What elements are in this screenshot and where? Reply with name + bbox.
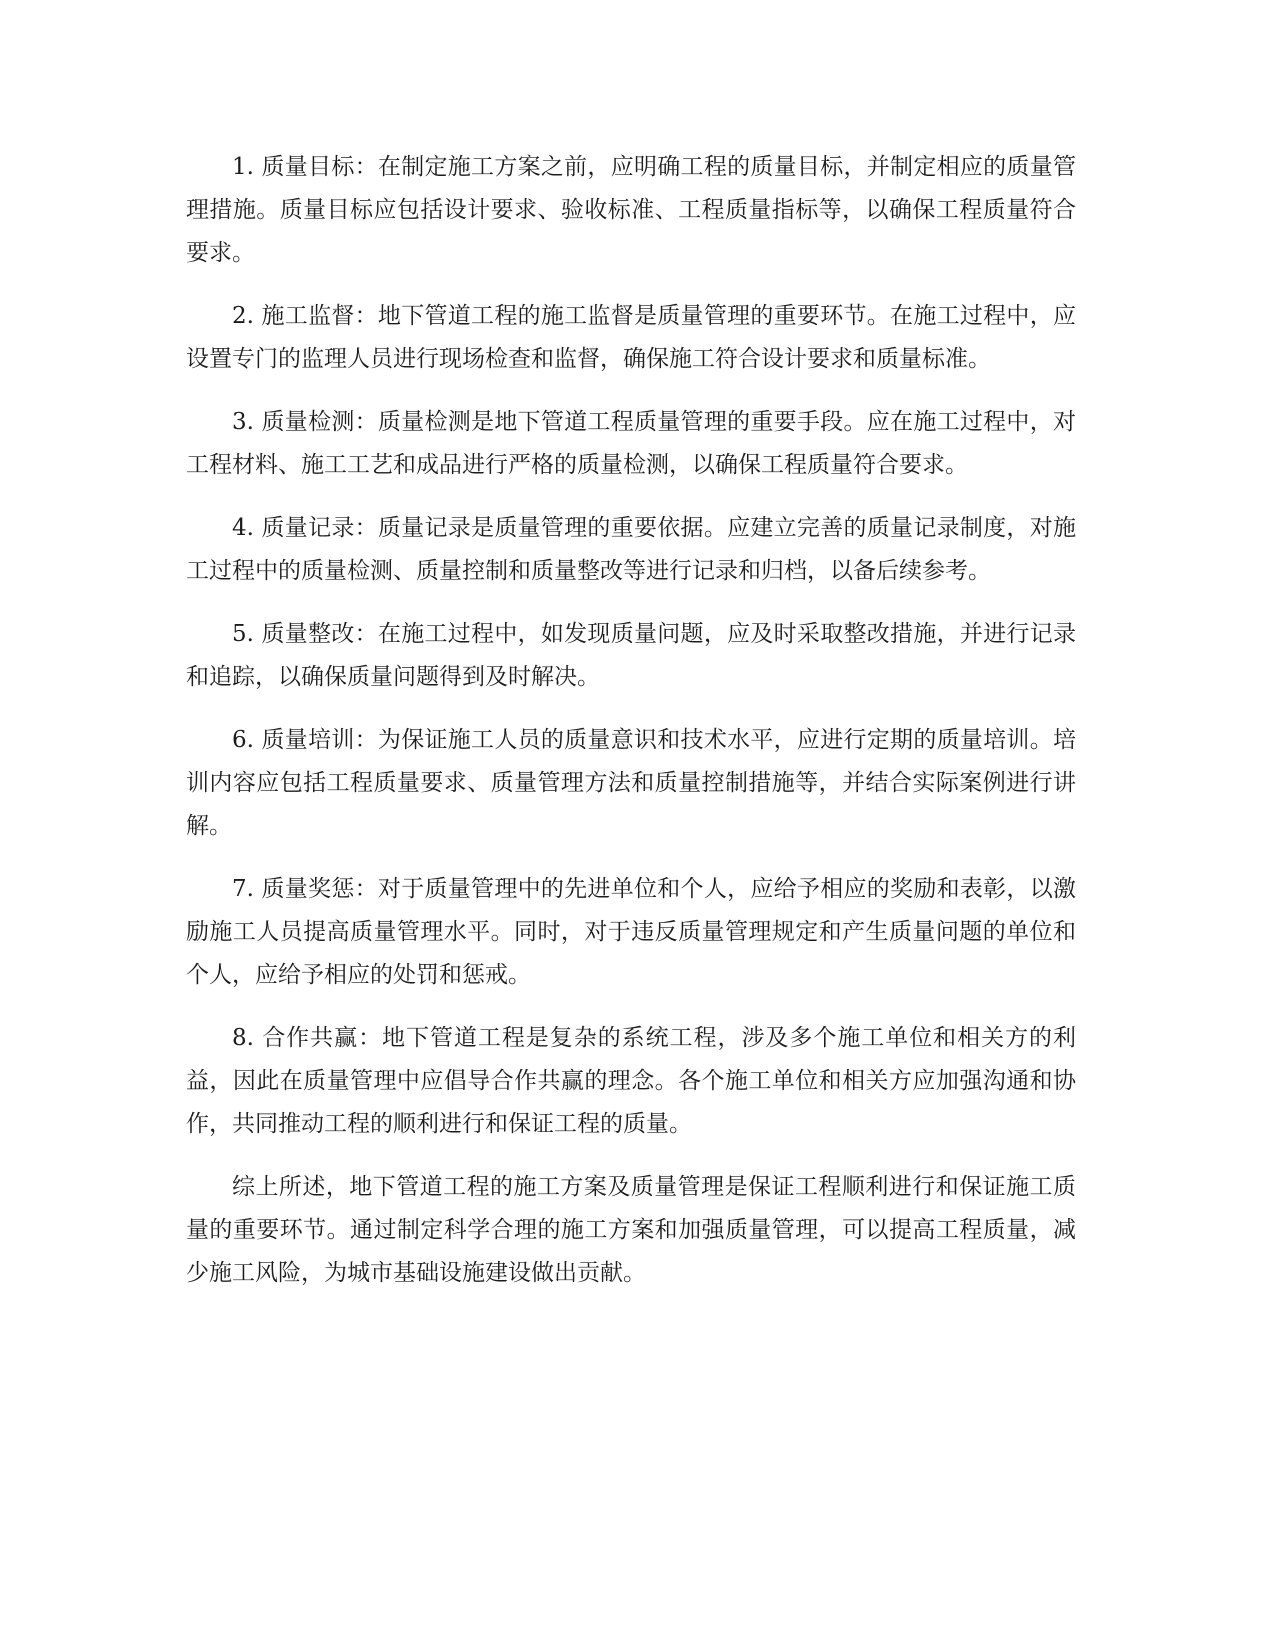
paragraph-conclusion: 综上所述，地下管道工程的施工方案及质量管理是保证工程顺利进行和保证施工质量的重要环节。通过制定科学合理的施工方案和加强质量管理，可以提高工程质量，减少施工风险，为城市基础设施建设做出贡献。 xyxy=(186,1174,1076,1286)
paragraph-quality-inspection: 3. 质量检测：质量检测是地下管道工程质量管理的重要手段。应在施工过程中，对工程材料、施工工艺和成品进行严格的质量检测，以确保工程质量符合要求。 xyxy=(186,409,1076,478)
paragraph-quality-rectification: 5. 质量整改：在施工过程中，如发现质量问题，应及时采取整改措施，并进行记录和追踪，以确保质量问题得到及时解决。 xyxy=(186,621,1076,690)
document-body xyxy=(186,146,1076,1295)
paragraph-quality-training: 6. 质量培训：为保证施工人员的质量意识和技术水平，应进行定期的质量培训。培训内容应包括工程质量要求、质量管理方法和质量控制措施等，并结合实际案例进行讲解。 xyxy=(186,727,1076,839)
paragraph-quality-records: 4. 质量记录：质量记录是质量管理的重要依据。应建立完善的质量记录制度，对施工过程中的质量检测、质量控制和质量整改等进行记录和归档，以备后续参考。 xyxy=(186,515,1076,584)
paragraph-cooperation: 8. 合作共赢：地下管道工程是复杂的系统工程，涉及多个施工单位和相关方的利益，因此在质量管理中应倡导合作共赢的理念。各个施工单位和相关方应加强沟通和协作，共同推动工程的顺利进行和保证工程的质量。 xyxy=(186,1025,1076,1137)
paragraph-construction-supervision: 2. 施工监督：地下管道工程的施工监督是质量管理的重要环节。在施工过程中，应设置专门的监理人员进行现场检查和监督，确保施工符合设计要求和质量标准。 xyxy=(186,303,1076,372)
paragraph-rewards-penalties: 7. 质量奖惩：对于质量管理中的先进单位和个人，应给予相应的奖励和表彰，以激励施工人员提高质量管理水平。同时，对于违反质量管理规定和产生质量问题的单位和个人，应给予相应的处罚和惩戒。 xyxy=(186,876,1076,988)
paragraph-quality-target: 1. 质量目标：在制定施工方案之前，应明确工程的质量目标，并制定相应的质量管理措施。质量目标应包括设计要求、验收标准、工程质量指标等，以确保工程质量符合要求。 xyxy=(186,154,1076,266)
